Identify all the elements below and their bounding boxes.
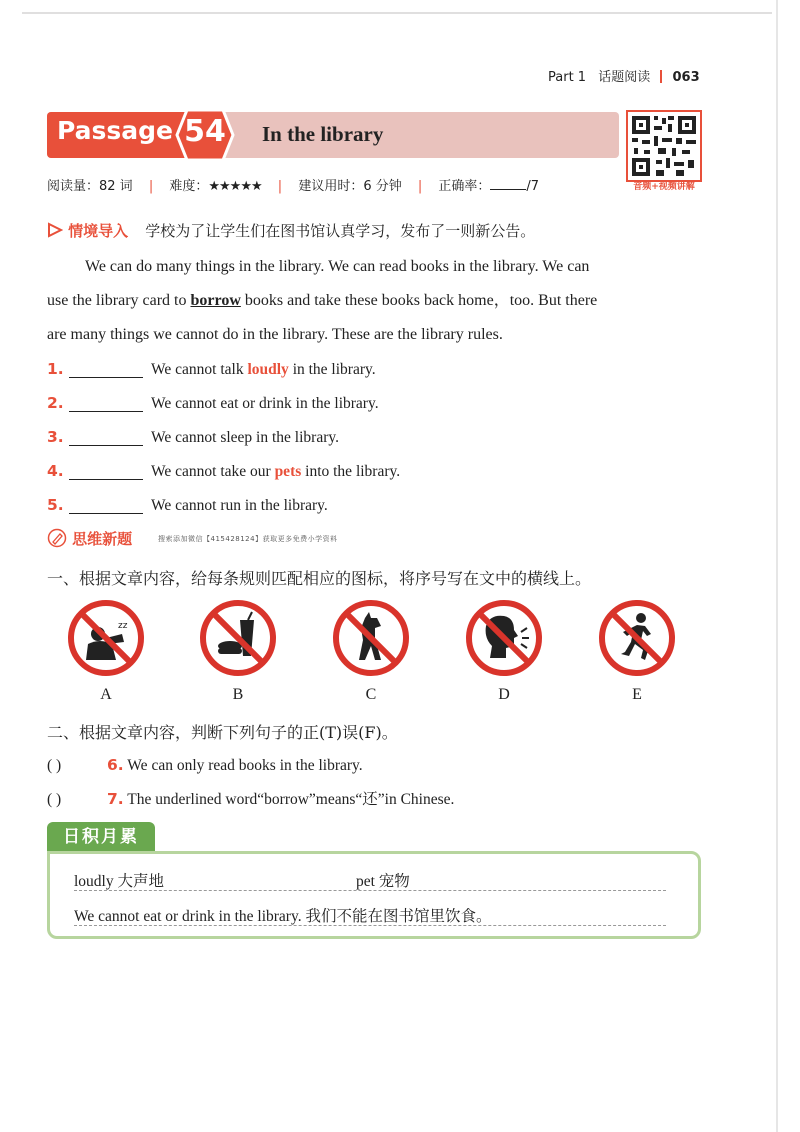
- sign-label: A: [100, 686, 112, 703]
- answer-blank[interactable]: [69, 461, 143, 480]
- thinking-title: 思维新题: [72, 530, 133, 548]
- no-pets-icon: [331, 598, 411, 678]
- passage-text: use the library card to: [47, 292, 191, 309]
- qr-caption: 音频+视频讲解: [633, 182, 695, 192]
- rule-text: We cannot eat or drink in the library.: [151, 395, 379, 412]
- part-label: Part 1: [548, 70, 587, 85]
- reading-info: 阅读量：82 词 | 难度：★★★★★ | 建议用时：6 分钟 | 正确率： /7: [47, 175, 539, 194]
- sign-label: D: [498, 686, 510, 703]
- rule-text: We cannot sleep in the library.: [151, 429, 339, 446]
- question-text: The underlined word“borrow”means“还”in Chinese.: [127, 791, 455, 808]
- rule-item: [47, 352, 376, 386]
- accuracy-suffix: /7: [526, 179, 540, 194]
- svg-text:zz: zz: [118, 621, 128, 631]
- page-number: 063: [672, 70, 700, 85]
- tf-question: [47, 782, 454, 816]
- qr-code[interactable]: [626, 110, 702, 182]
- passage-text: books and take these books back home，too. But there: [240, 292, 598, 309]
- rule-number: 5.: [47, 496, 64, 514]
- rule-item: [47, 386, 379, 420]
- answer-blank[interactable]: [69, 359, 143, 378]
- rule-number: 4.: [47, 462, 64, 480]
- answer-blank[interactable]: [69, 393, 143, 412]
- rule-keyword: loudly: [247, 361, 289, 378]
- no-sleeping-icon: [66, 598, 146, 678]
- sign-a: [66, 598, 146, 703]
- vocab-sentence: We cannot eat or drink in the library. 我们不能在图书馆里饮食。: [74, 908, 492, 925]
- topic-label: 话题阅读: [598, 70, 651, 85]
- intro-title: 情境导入: [68, 222, 129, 240]
- vocab-word: pet 宠物: [356, 873, 410, 890]
- answer-parens[interactable]: ( ): [47, 791, 62, 808]
- word-count: 阅读量：82 词: [47, 179, 133, 194]
- rule-item: [47, 488, 328, 522]
- page-top-edge: [22, 12, 772, 14]
- rule-text: into the library.: [301, 463, 401, 480]
- rule-number: 3.: [47, 428, 64, 446]
- rule-item: [47, 454, 400, 488]
- vocab-word: loudly 大声地: [74, 873, 164, 890]
- rule-text: We cannot take our: [151, 463, 275, 480]
- sign-d: [464, 598, 544, 703]
- answer-blank[interactable]: [69, 495, 143, 514]
- rule-text: in the library.: [288, 361, 376, 378]
- page-right-edge: [776, 0, 778, 1132]
- sign-c: [331, 598, 411, 703]
- qr-code-icon: [628, 112, 700, 180]
- no-talking-icon: [464, 598, 544, 678]
- passage-title: In the library: [262, 122, 384, 146]
- accuracy-label: 正确率：: [438, 179, 491, 194]
- question-number: 6.: [107, 756, 124, 774]
- task1-instruction: 一、根据文章内容，给每条规则匹配相应的图标，将序号写在文中的横线上。: [47, 569, 592, 588]
- sign-label: C: [365, 686, 377, 703]
- passage-label: Passage: [57, 116, 174, 145]
- tf-question: [47, 748, 363, 782]
- passage-line: We can do many things in the library. We can read books in the library. We can: [85, 258, 590, 275]
- vocab-divider: [74, 925, 666, 926]
- page-header: [548, 66, 700, 85]
- vocab-box: [47, 851, 701, 939]
- answer-parens[interactable]: ( ): [47, 757, 62, 774]
- difficulty-label: 难度：: [169, 179, 209, 194]
- passage-line: are many things we cannot do in the library. These are the library rules.: [47, 326, 503, 343]
- no-food-drink-icon: [198, 598, 278, 678]
- vocab-divider: [74, 890, 666, 891]
- thinking-section: [47, 528, 132, 549]
- passage-number: 54: [184, 114, 226, 149]
- intro-text: 学校为了让学生们在图书馆认真学习，发布了一则新公告。: [145, 222, 536, 240]
- underlined-word: borrow: [190, 292, 241, 309]
- rule-text: We cannot talk: [151, 361, 248, 378]
- sign-e: [597, 598, 677, 703]
- sign-label: E: [632, 686, 642, 703]
- difficulty-stars: ★★★★★: [208, 179, 262, 194]
- pencil-circle-icon: [47, 528, 67, 548]
- accuracy-blank[interactable]: [490, 176, 526, 190]
- sign-b: [198, 598, 278, 703]
- vocab-tag: 日积月累: [47, 822, 155, 852]
- play-arrow-icon: [47, 222, 63, 238]
- suggested-time: 建议用时：6 分钟: [298, 179, 402, 194]
- passage-body: [47, 250, 707, 352]
- rule-number: 2.: [47, 394, 64, 412]
- passage-line: [47, 284, 707, 318]
- question-number: 7.: [107, 790, 124, 808]
- question-text: We can only read books in the library.: [127, 757, 363, 774]
- watermark-note: 搜索添加微信【415428124】获取更多免费小学资料: [158, 535, 338, 543]
- rule-number: 1.: [47, 360, 64, 378]
- rule-keyword: pets: [274, 463, 302, 480]
- no-running-icon: [597, 598, 677, 678]
- answer-blank[interactable]: [69, 427, 143, 446]
- header-divider: [660, 70, 662, 83]
- task2-instruction: 二、根据文章内容，判断下列句子的正(T)误(F)。: [47, 723, 398, 742]
- rule-text: We cannot run in the library.: [151, 497, 328, 514]
- rule-item: [47, 420, 339, 454]
- sign-label: B: [232, 686, 244, 703]
- intro-section: [47, 220, 535, 241]
